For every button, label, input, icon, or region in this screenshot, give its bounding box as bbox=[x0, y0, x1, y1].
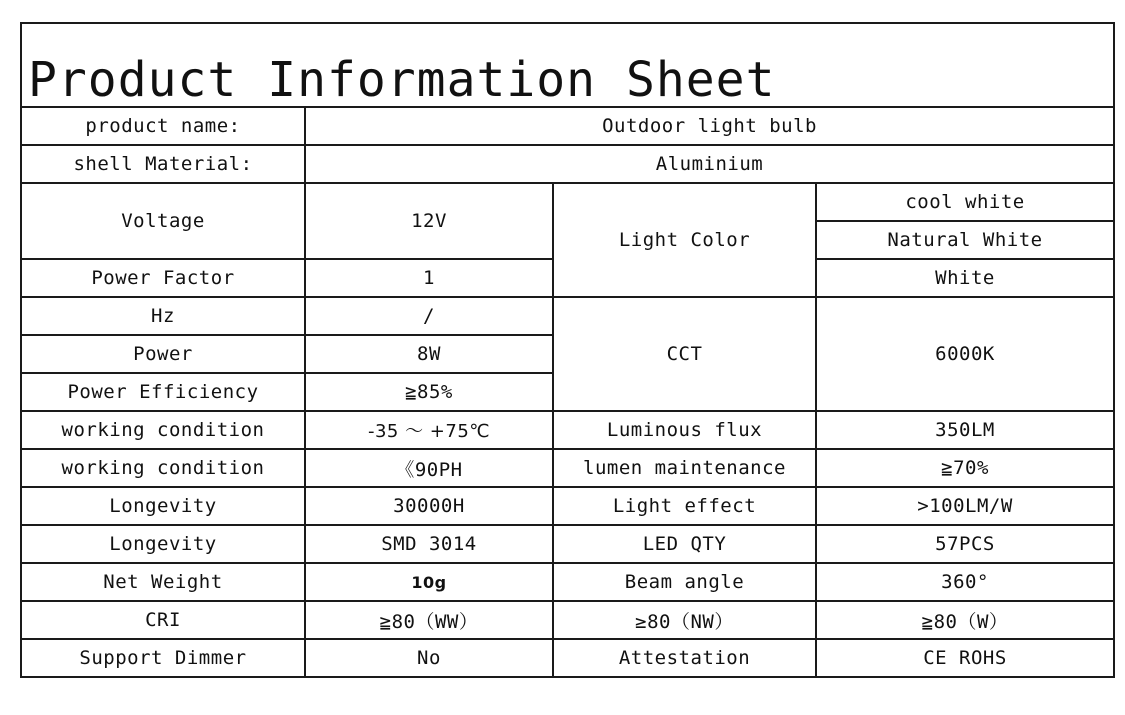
product-name-label: product name: bbox=[21, 107, 305, 145]
light-effect-value: >100LM/W bbox=[816, 487, 1114, 525]
table-row bbox=[21, 487, 1114, 525]
beam-angle-value: 360° bbox=[816, 563, 1114, 601]
cri-nw-value: ≥80（NW） bbox=[553, 601, 816, 639]
support-dimmer-label: Support Dimmer bbox=[21, 639, 305, 677]
luminous-flux-value: 350LM bbox=[816, 411, 1114, 449]
led-qty-label: LED QTY bbox=[553, 525, 816, 563]
hz-label: Hz bbox=[21, 297, 305, 335]
sheet-title: Product Information Sheet bbox=[21, 23, 1114, 107]
light-color-value-3: White bbox=[816, 259, 1114, 297]
support-dimmer-value: No bbox=[305, 639, 553, 677]
voltage-value: 12V bbox=[305, 183, 553, 259]
longevity-value: 30000H bbox=[305, 487, 553, 525]
light-color-value-1: cool white bbox=[816, 183, 1114, 221]
table-row bbox=[21, 449, 1114, 487]
working-temperature-value: -35 ～ +75℃ bbox=[305, 411, 553, 449]
cri-ww-value: ≧80（WW） bbox=[305, 601, 553, 639]
cct-label: CCT bbox=[553, 297, 816, 411]
net-weight-value: 10g bbox=[305, 563, 553, 601]
cct-value: 6000K bbox=[816, 297, 1114, 411]
working-condition-label: working condition bbox=[21, 449, 305, 487]
light-color-label: Light Color bbox=[553, 183, 816, 297]
working-humidity-value: 《90PH bbox=[305, 449, 553, 487]
table-row bbox=[21, 639, 1114, 677]
table-row bbox=[21, 145, 1114, 183]
light-color-value-2: Natural White bbox=[816, 221, 1114, 259]
chip-type-value: SMD 3014 bbox=[305, 525, 553, 563]
power-efficiency-label: Power Efficiency bbox=[21, 373, 305, 411]
power-factor-label: Power Factor bbox=[21, 259, 305, 297]
longevity-label: Longevity bbox=[21, 525, 305, 563]
lumen-maintenance-label: lumen maintenance bbox=[553, 449, 816, 487]
table-row bbox=[21, 411, 1114, 449]
table-row bbox=[21, 601, 1114, 639]
power-factor-value: 1 bbox=[305, 259, 553, 297]
attestation-value: CE ROHS bbox=[816, 639, 1114, 677]
beam-angle-label: Beam angle bbox=[553, 563, 816, 601]
table-row bbox=[21, 563, 1114, 601]
product-name-value: Outdoor light bulb bbox=[305, 107, 1114, 145]
attestation-label: Attestation bbox=[553, 639, 816, 677]
luminous-flux-label: Luminous flux bbox=[553, 411, 816, 449]
cri-label: CRI bbox=[21, 601, 305, 639]
title-row bbox=[21, 23, 1114, 107]
lumen-maintenance-value: ≧70% bbox=[816, 449, 1114, 487]
table-row bbox=[21, 183, 1114, 221]
cri-w-value: ≧80（W） bbox=[816, 601, 1114, 639]
shell-material-value: Aluminium bbox=[305, 145, 1114, 183]
power-label: Power bbox=[21, 335, 305, 373]
working-condition-label: working condition bbox=[21, 411, 305, 449]
voltage-label: Voltage bbox=[21, 183, 305, 259]
product-info-table bbox=[20, 22, 1115, 678]
longevity-label: Longevity bbox=[21, 487, 305, 525]
hz-value: / bbox=[305, 297, 553, 335]
table-row bbox=[21, 107, 1114, 145]
table-row bbox=[21, 297, 1114, 335]
power-efficiency-value: ≧85% bbox=[305, 373, 553, 411]
table-row bbox=[21, 525, 1114, 563]
net-weight-label: Net Weight bbox=[21, 563, 305, 601]
led-qty-value: 57PCS bbox=[816, 525, 1114, 563]
light-effect-label: Light effect bbox=[553, 487, 816, 525]
power-value: 8W bbox=[305, 335, 553, 373]
shell-material-label: shell Material: bbox=[21, 145, 305, 183]
